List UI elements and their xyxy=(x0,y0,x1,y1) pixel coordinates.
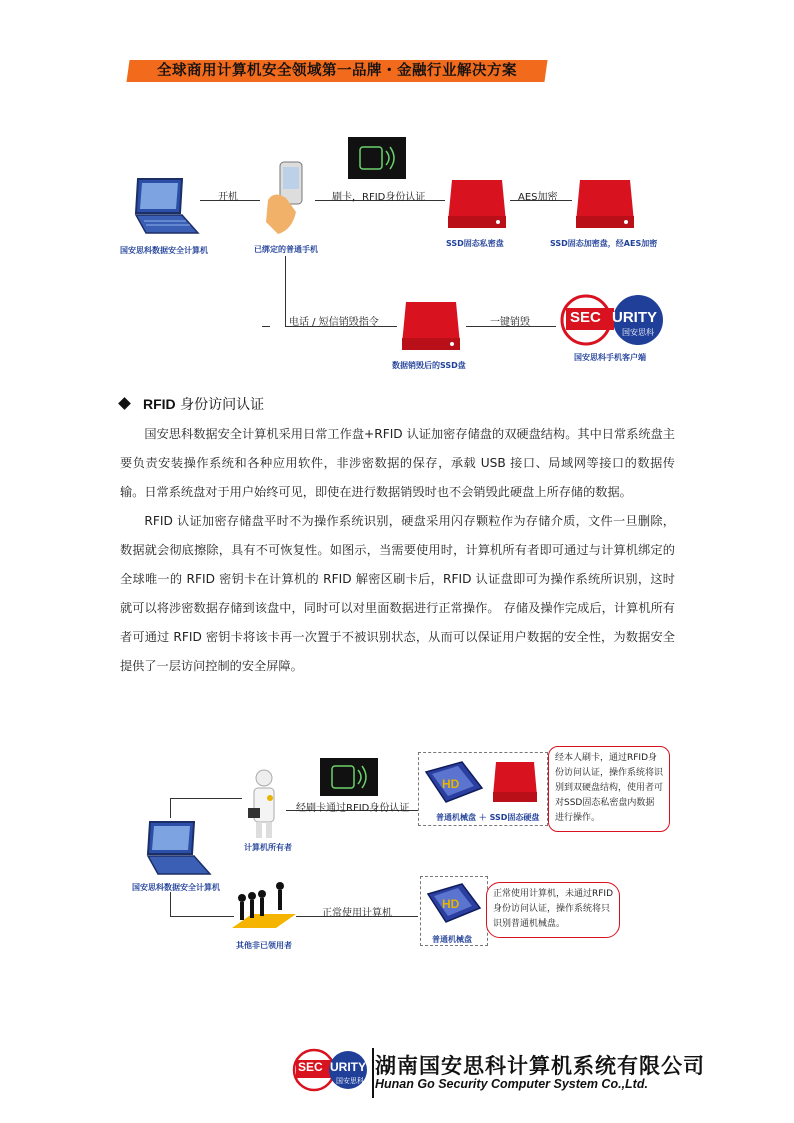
phone-caption: 已绑定的普通手机 xyxy=(254,245,318,254)
company-name-en: Hunan Go Security Computer System Co.,Ltd. xyxy=(375,1077,648,1091)
disks-caption: 普通机械盘 ＋ SSD固态硬盘 xyxy=(436,813,540,822)
rfid-reader-icon xyxy=(320,758,378,796)
ssd-icon xyxy=(492,760,538,806)
connector-line xyxy=(170,892,171,916)
connector-line xyxy=(170,798,171,818)
heading-bold: RFID xyxy=(143,396,176,412)
bullet-diamond-icon xyxy=(118,397,131,410)
owner-person-icon xyxy=(244,768,284,840)
label-one-key: 一键销毁 xyxy=(490,317,530,328)
others-people-icon xyxy=(232,880,296,938)
logo-text-right: URITY xyxy=(612,309,657,326)
others-callout: 正常使用计算机，未通过RFID身份访问认证，操作系统将只识别普通机械盘。 xyxy=(486,882,620,938)
laptop-caption: 国安思科数据安全计算机 xyxy=(120,246,208,255)
body-text xyxy=(120,420,675,681)
ssd-destroyed-caption: 数据销毁后的SSD盘 xyxy=(392,361,466,370)
footer-logo-left: SEC xyxy=(298,1060,323,1074)
footer-divider xyxy=(372,1048,374,1098)
connector-line xyxy=(170,798,242,799)
label-power-on: 开机 xyxy=(218,192,238,203)
logo-sub: 国安思科 xyxy=(622,328,654,337)
label-card-swipe: 刷卡，RFID身份认证 xyxy=(332,192,426,203)
svg-text:HD: HD xyxy=(442,777,460,791)
section-heading xyxy=(120,394,264,414)
client-caption: 国安思科手机客户端 xyxy=(574,353,646,362)
title-banner: 全球商用计算机安全领域第一品牌・金融行业解决方案 xyxy=(157,63,517,79)
paragraph: 国安思科数据安全计算机采用日常工作盘+RFID 认证加密存储盘的双硬盘结构。其中日常系统盘主要负责安装操作系统和各种应用软件，非涉密数据的保存，承载 USB 接口、局域网等接口的数据传输。日常系统盘对于用户始终可见，即使在进行数据销毁时也不会销毁此硬盘上所存储的数据。 xyxy=(120,427,675,499)
ssd-private-caption: SSD固态私密盘 xyxy=(446,239,504,248)
connector-line xyxy=(285,256,286,326)
label-via-card: 经刷卡通过RFID身份认证 xyxy=(296,803,410,814)
rfid-reader-icon xyxy=(348,137,406,179)
company-name-cn: 湖南国安思科计算机系统有限公司 xyxy=(375,1054,705,1078)
hdd-caption: 普通机械盘 xyxy=(432,935,472,944)
label-normal-use: 正常使用计算机 xyxy=(322,908,392,919)
ssd-private-icon xyxy=(446,178,508,230)
connector-line xyxy=(170,916,234,917)
ssd-encrypted-icon xyxy=(574,178,636,230)
hdd-icon xyxy=(422,758,486,810)
ssd-encrypted-caption: SSD固态加密盘，经AES加密 xyxy=(550,239,658,248)
paragraph: RFID 认证加密存储盘平时不为操作系统识别，硬盘采用闪存颗粒作为存储介质，文件一旦删除，数据就会彻底擦除，具有不可恢复性。如图示，当需要使用时，计算机所有者即可通过与计算机绑定的全球唯一的 RFID 密钥卡在计算机的 RFID 解密区刷卡后，RFID 认证盘即可为操作系统所识别，这时就可以将涉密数据存储到该盘中，同时可以对里面数据进行正常操作。 存储及操作完成后，计算机所有者可通过 RFID 密钥卡将该卡再一次置于不被识别状态，从而可以保证用户数据的安全性，为数据安全提供了一层访问控制的安全屏障。 xyxy=(120,514,675,673)
laptop-caption: 国安思科数据安全计算机 xyxy=(132,883,220,892)
others-caption: 其他非已领用者 xyxy=(236,941,292,950)
owner-caption: 计算机所有者 xyxy=(244,843,292,852)
security-logo xyxy=(560,294,664,346)
ssd-destroyed-icon xyxy=(400,300,462,352)
footer-logo-sub: 国安思科 xyxy=(336,1077,364,1085)
owner-callout: 经本人刷卡，通过RFID身份访问认证，操作系统将识别到双硬盘结构，使用者可对SSD固态私密盘内数据进行操作。 xyxy=(548,746,670,832)
heading-rest: 身份访问认证 xyxy=(175,397,265,413)
laptop-icon xyxy=(142,818,212,880)
phone-hand-icon xyxy=(262,160,312,240)
footer-logo xyxy=(292,1048,368,1092)
label-sms: 电话 / 短信销毁指令 xyxy=(289,317,379,328)
footer-logo-right: URITY xyxy=(330,1060,366,1074)
laptop-icon xyxy=(130,175,200,245)
svg-text:HD: HD xyxy=(442,897,460,911)
connector-line xyxy=(262,326,270,327)
label-aes: AES加密 xyxy=(518,192,558,203)
logo-text-left: SEC xyxy=(570,309,601,326)
hdd-icon xyxy=(424,880,484,930)
